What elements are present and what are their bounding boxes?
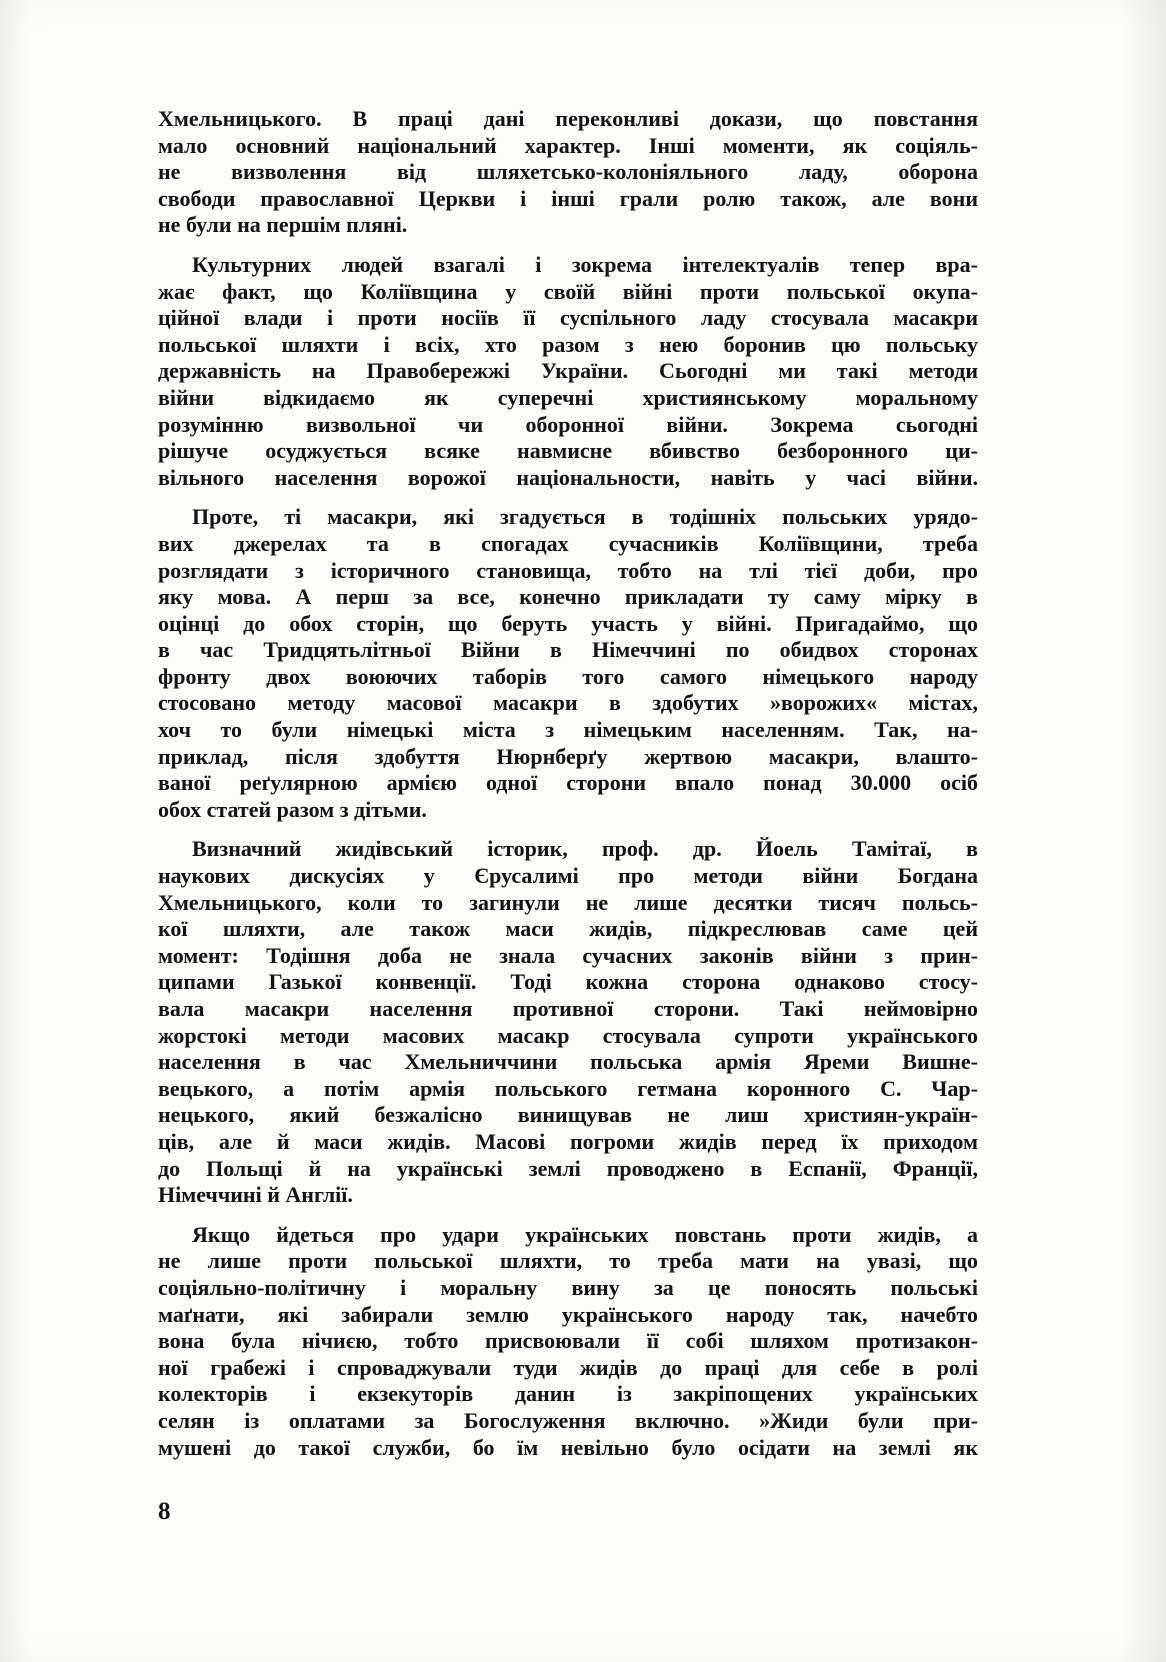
- text-line: Проте, ті масакри, які згадується в тодішніх польських урядо-: [192, 504, 978, 530]
- text-line: селян із оплатами за Богослуження включно. »Жиди були при-: [158, 1407, 978, 1433]
- text-line: вала масакри населення противної сторони. Такі неймовірно: [158, 996, 978, 1021]
- text-line: жорстокі методи масових масакр стосувала супроти українського: [158, 1022, 978, 1048]
- paragraph: [158, 106, 978, 239]
- text-line: Німеччині й Англії.: [158, 1182, 353, 1208]
- text-line: рішуче осуджується всяке навмисне вбивство безборонного ци-: [158, 438, 978, 464]
- text-line: ної грабежі і спроваджували туди жидів до праці для себе в ролі: [158, 1354, 978, 1380]
- text-line: нецького, який безжалісно винищував не лиш християн-україн-: [158, 1102, 978, 1128]
- paragraph: [158, 836, 978, 1208]
- text-line: Якщо йдеться про удари українських повстань проти жидів, а: [192, 1221, 978, 1247]
- paragraph: [158, 504, 978, 823]
- text-line: населення в час Хмельниччини польська армія Яреми Вишне-: [158, 1049, 978, 1075]
- text-line: свободи православної Церкви і інші грали ролю також, але вони: [158, 185, 978, 211]
- paragraph: [158, 252, 978, 491]
- text-line: вільного населення ворожої національности, навіть у часі війни.: [158, 464, 978, 490]
- text-line: соціяльно-політичну і моральну вину за це поносять польські: [158, 1274, 978, 1300]
- text-line: розглядати з історичного становища, тобто на тлі тієї доби, про: [158, 557, 978, 583]
- text-line: ваної реґулярною армією одної сторони впало понад 30.000 осіб: [158, 770, 978, 796]
- text-line: стосовано методу масової масакри в здобутих »ворожих« містах,: [158, 690, 978, 716]
- text-line: в час Тридцятьлітньої Війни в Німеччині по обидвох сторонах: [158, 637, 978, 663]
- text-line: розумінню визвольної чи оборонної війни. Зокрема сьогодні: [158, 411, 978, 437]
- page-number: 8: [158, 1498, 171, 1525]
- text-line: маґнати, які забирали землю українського народу так, начебто: [158, 1301, 978, 1327]
- text-line: мушені до такої служби, бо їм невільно було осідати на землі як: [158, 1434, 978, 1460]
- text-line: державність на Правобережжі України. Сьогодні ми такі методи: [158, 358, 978, 384]
- text-line: кої шляхти, але також маси жидів, підкреслював саме цей: [158, 916, 978, 942]
- text-line: Хмельницького. В праці дані переконливі докази, що повстання: [158, 106, 978, 131]
- text-line: приклад, після здобуття Нюрнберґу жертвою масакри, влашто-: [158, 743, 978, 769]
- text-line: Хмельницького, коли то загинули не лише десятки тисяч польсь-: [158, 889, 978, 915]
- text-line: хоч то були німецькі міста з німецьким населенням. Так, на-: [158, 717, 978, 743]
- paragraph: [158, 1222, 978, 1461]
- page-text: [158, 106, 978, 1474]
- text-line: наукових дискусіях у Єрусалимі про методи війни Богдана: [158, 863, 978, 889]
- text-line: вецького, а потім армія польського гетмана коронного С. Чар-: [158, 1075, 978, 1101]
- text-line: яку мова. А перш за все, конечно прикладати ту саму мірку в: [158, 584, 978, 610]
- text-line: Визначний жидівський історик, проф. др. Йоель Тамітаї, в: [192, 836, 978, 862]
- text-line: до Польщі й на українські землі проводжено в Еспанії, Франції,: [158, 1155, 978, 1181]
- text-line: мало основний національний характер. Інші моменти, як соціяль-: [158, 132, 978, 158]
- text-line: вих джерелах та в спогадах сучасників Коліївщини, треба: [158, 530, 978, 556]
- text-line: фронту двох воюючих таборів того самого німецького народу: [158, 663, 978, 689]
- text-line: польської шляхти і всіх, хто разом з нею боронив цю польську: [158, 331, 978, 357]
- text-line: ципами Газької конвенції. Тоді кожна сторона однаково стосу-: [158, 969, 978, 995]
- text-line: обох статей разом з дітьми.: [158, 796, 427, 822]
- text-line: ців, але й маси жидів. Масові погроми жидів перед їх приходом: [158, 1128, 978, 1154]
- text-line: не лише проти польської шляхти, то треба мати на увазі, що: [158, 1248, 978, 1274]
- text-line: колекторів і екзекуторів данин із закріпощених українських: [158, 1381, 978, 1407]
- text-line: ційної влади і проти носіїв її суспільного ладу стосувала масакри: [158, 305, 978, 331]
- text-line: Культурних людей взагалі і зокрема інтелектуалів тепер вра-: [192, 251, 978, 277]
- text-line: війни відкидаємо як суперечні християнському моральному: [158, 384, 978, 410]
- text-line: не визволення від шляхетсько-колоніяльного ладу, оборона: [158, 159, 978, 185]
- text-line: оцінці до обох сторін, що беруть участь у війні. Пригадаймо, що: [158, 610, 978, 636]
- text-line: жає факт, що Коліївщина у своїй війні проти польської окупа-: [158, 278, 978, 304]
- text-line: не були на першім пляні.: [158, 212, 408, 238]
- text-line: вона була нічиєю, тобто присвоювали її собі шляхом протизакон-: [158, 1328, 978, 1354]
- text-line: момент: Тодішня доба не знала сучасних законів війни з прин-: [158, 942, 978, 968]
